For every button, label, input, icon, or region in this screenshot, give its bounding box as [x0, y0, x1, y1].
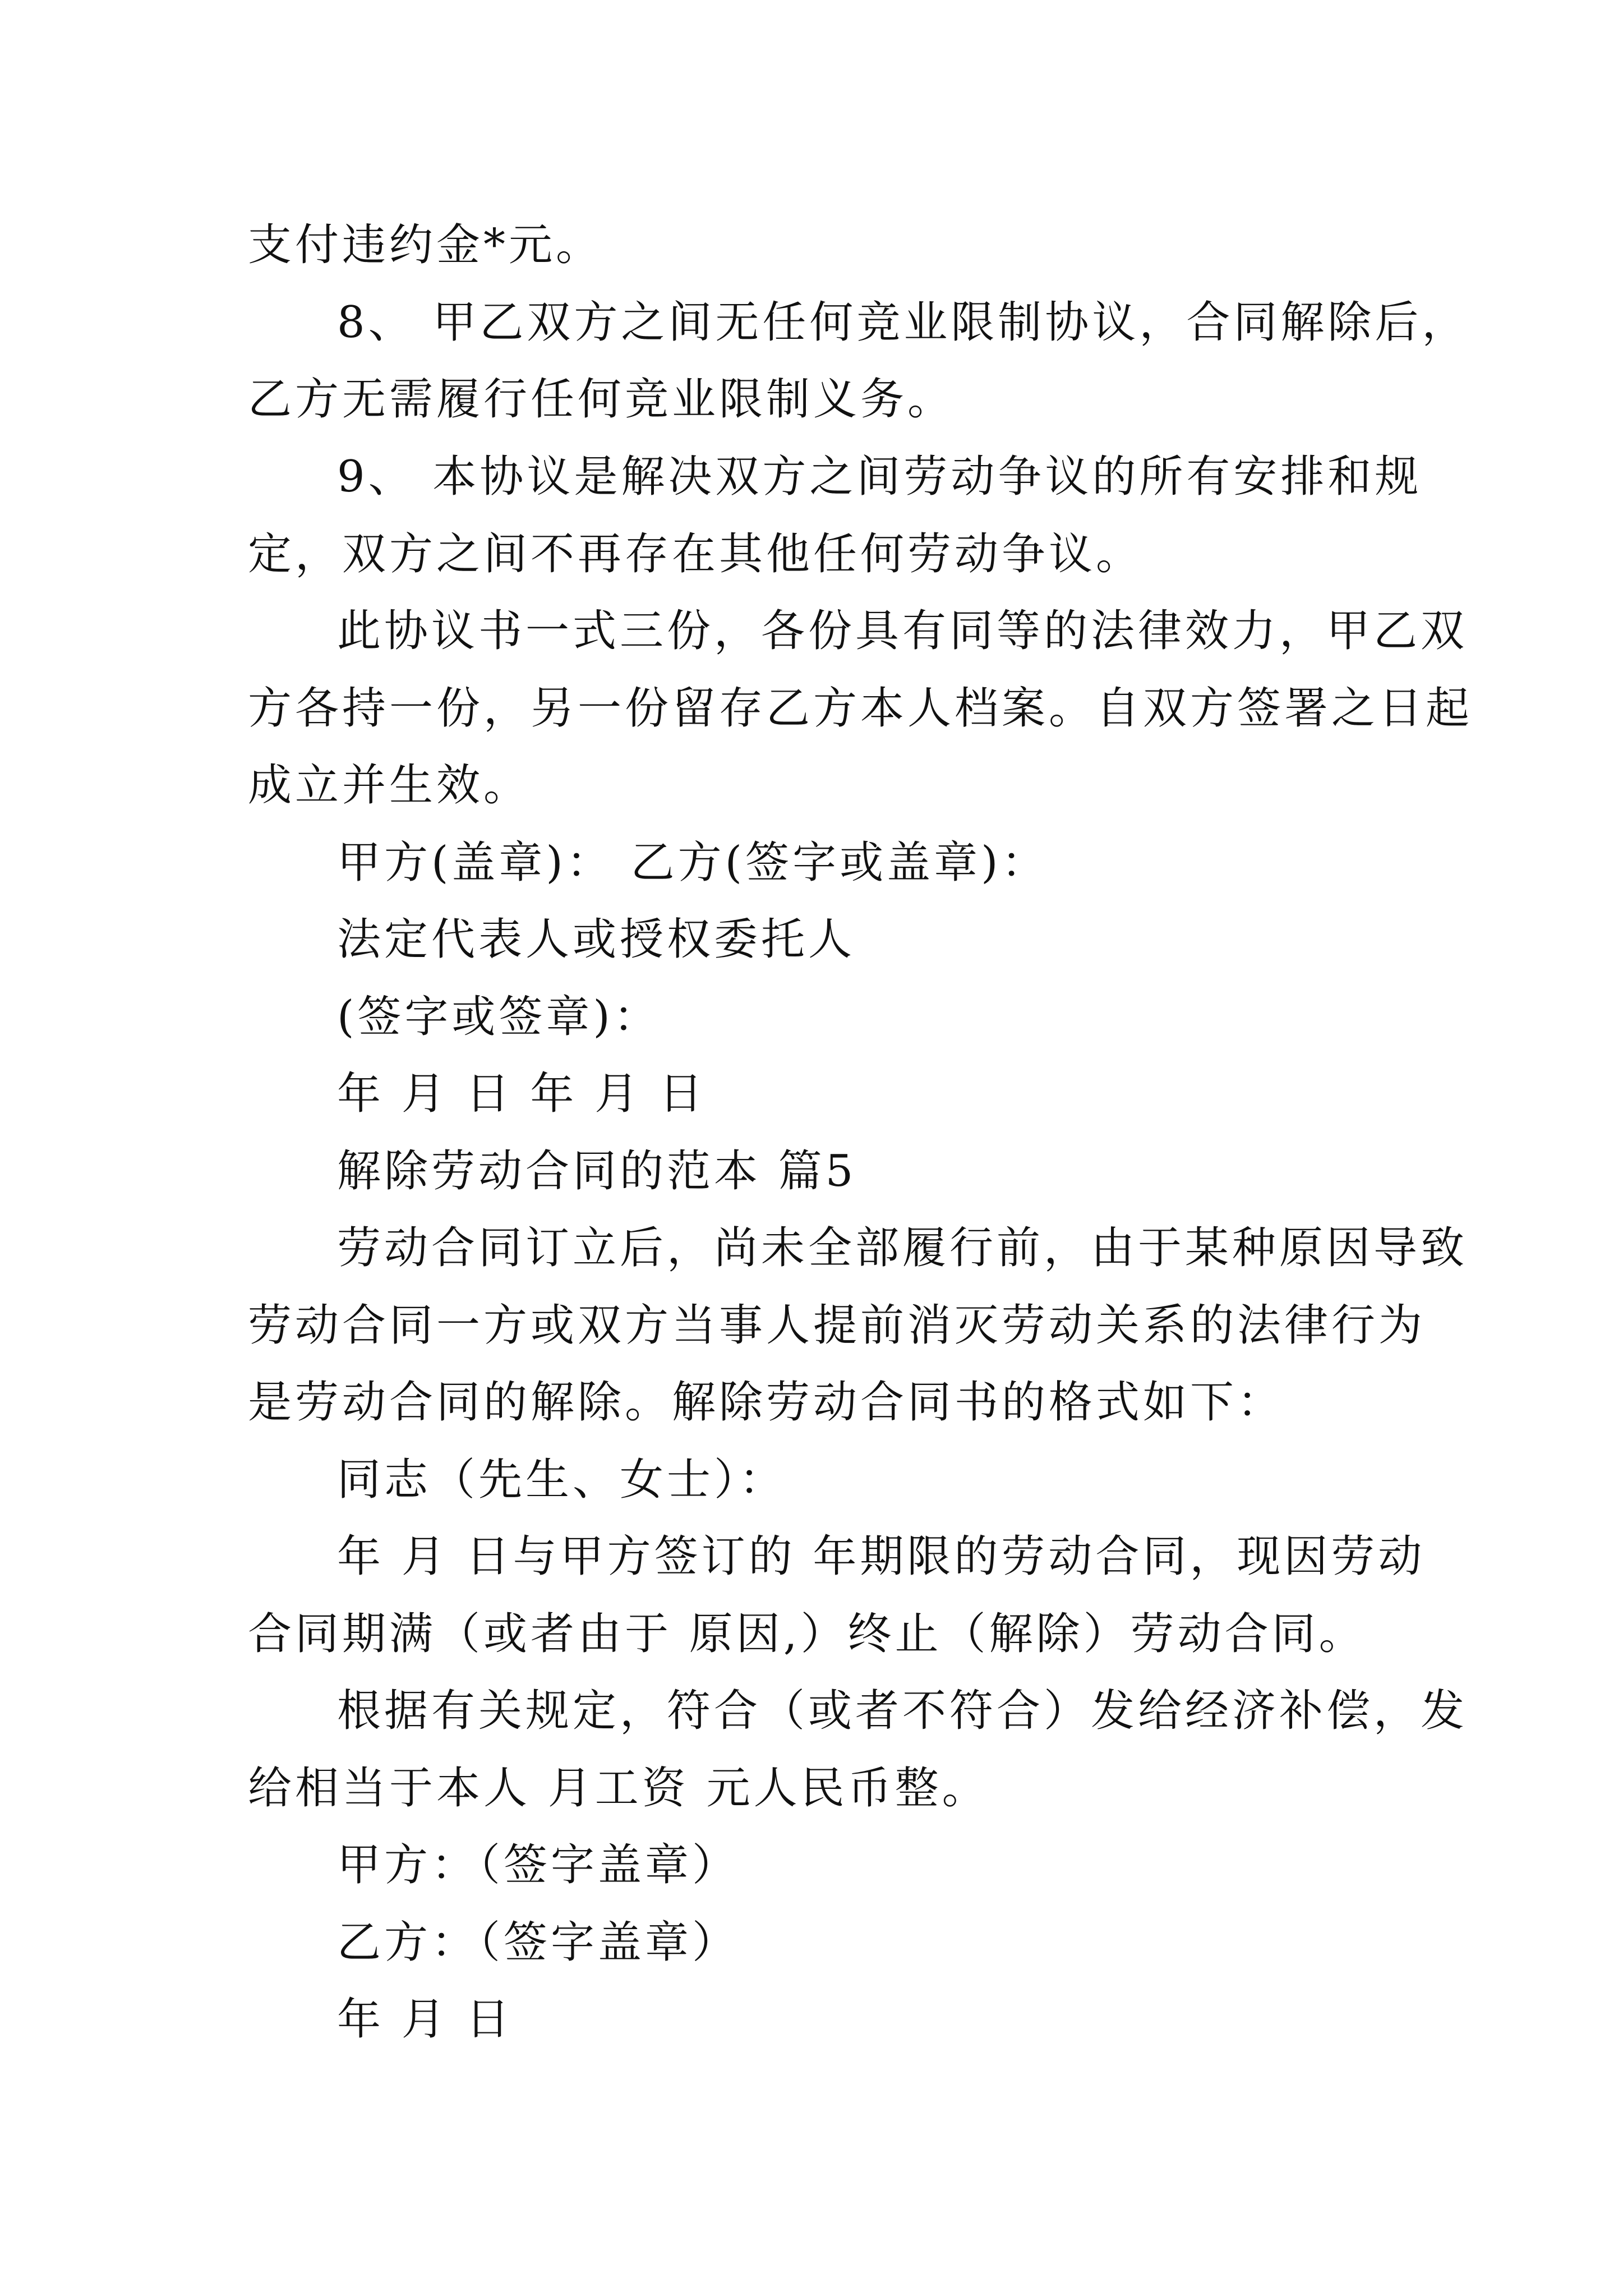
text-line: 劳动合同订立后，尚未全部履行前，由于某种原因导致 — [337, 1223, 1468, 1273]
text-line: 合同期满（或者由于 原因,）终止（解除）劳动合同。 — [248, 1609, 1366, 1659]
text-line: 成立并生效。 — [248, 760, 531, 811]
text-line: (签字或签章)： — [337, 992, 661, 1042]
text-line: 年 月 日 — [337, 1994, 513, 2045]
text-line: 甲方：（签字盖章） — [337, 1840, 740, 1890]
text-line: 年 月 日与甲方签订的 年期限的劳动合同，现因劳动 — [337, 1531, 1426, 1582]
text-line: 此协议书一式三份，各份具有同等的法律效力，甲乙双 — [337, 606, 1468, 656]
text-line: 9、 本协议是解决双方之间劳动争议的所有安排和规 — [337, 452, 1422, 502]
text-line: 是劳动合同的解除。解除劳动合同书的格式如下： — [248, 1377, 1285, 1428]
text-line: 法定代表人或授权委托人 — [337, 914, 856, 965]
text-line: 方各持一份，另一份留存乙方本人档案。自双方签署之日起 — [248, 683, 1473, 734]
text-line: 年 月 日 年 月 日 — [337, 1069, 706, 1119]
text-line: 定，双方之间不再存在其他任何劳动争议。 — [248, 529, 1144, 579]
text-line: 同志（先生、女士）： — [337, 1455, 787, 1505]
text-line: 乙方：（签字盖章） — [337, 1917, 740, 1968]
text-line: 劳动合同一方或双方当事人提前消灭劳动关系的法律行为 — [248, 1300, 1426, 1351]
section-heading: 解除劳动合同的范本 篇5 — [337, 1146, 857, 1197]
text-line: 乙方无需履行任何竞业限制义务。 — [248, 374, 955, 425]
text-line: 给相当于本人 月工资 元人民币整。 — [248, 1763, 989, 1814]
text-line: 8、 甲乙双方之间无任何竞业限制协议，合同解除后， — [337, 297, 1469, 348]
text-line: 支付违约金*元。 — [248, 220, 603, 270]
text-line: 根据有关规定，符合（或者不符合）发给经济补偿，发 — [337, 1686, 1468, 1736]
text-line: 甲方(盖章)： 乙方(签字或盖章)： — [337, 838, 1049, 888]
